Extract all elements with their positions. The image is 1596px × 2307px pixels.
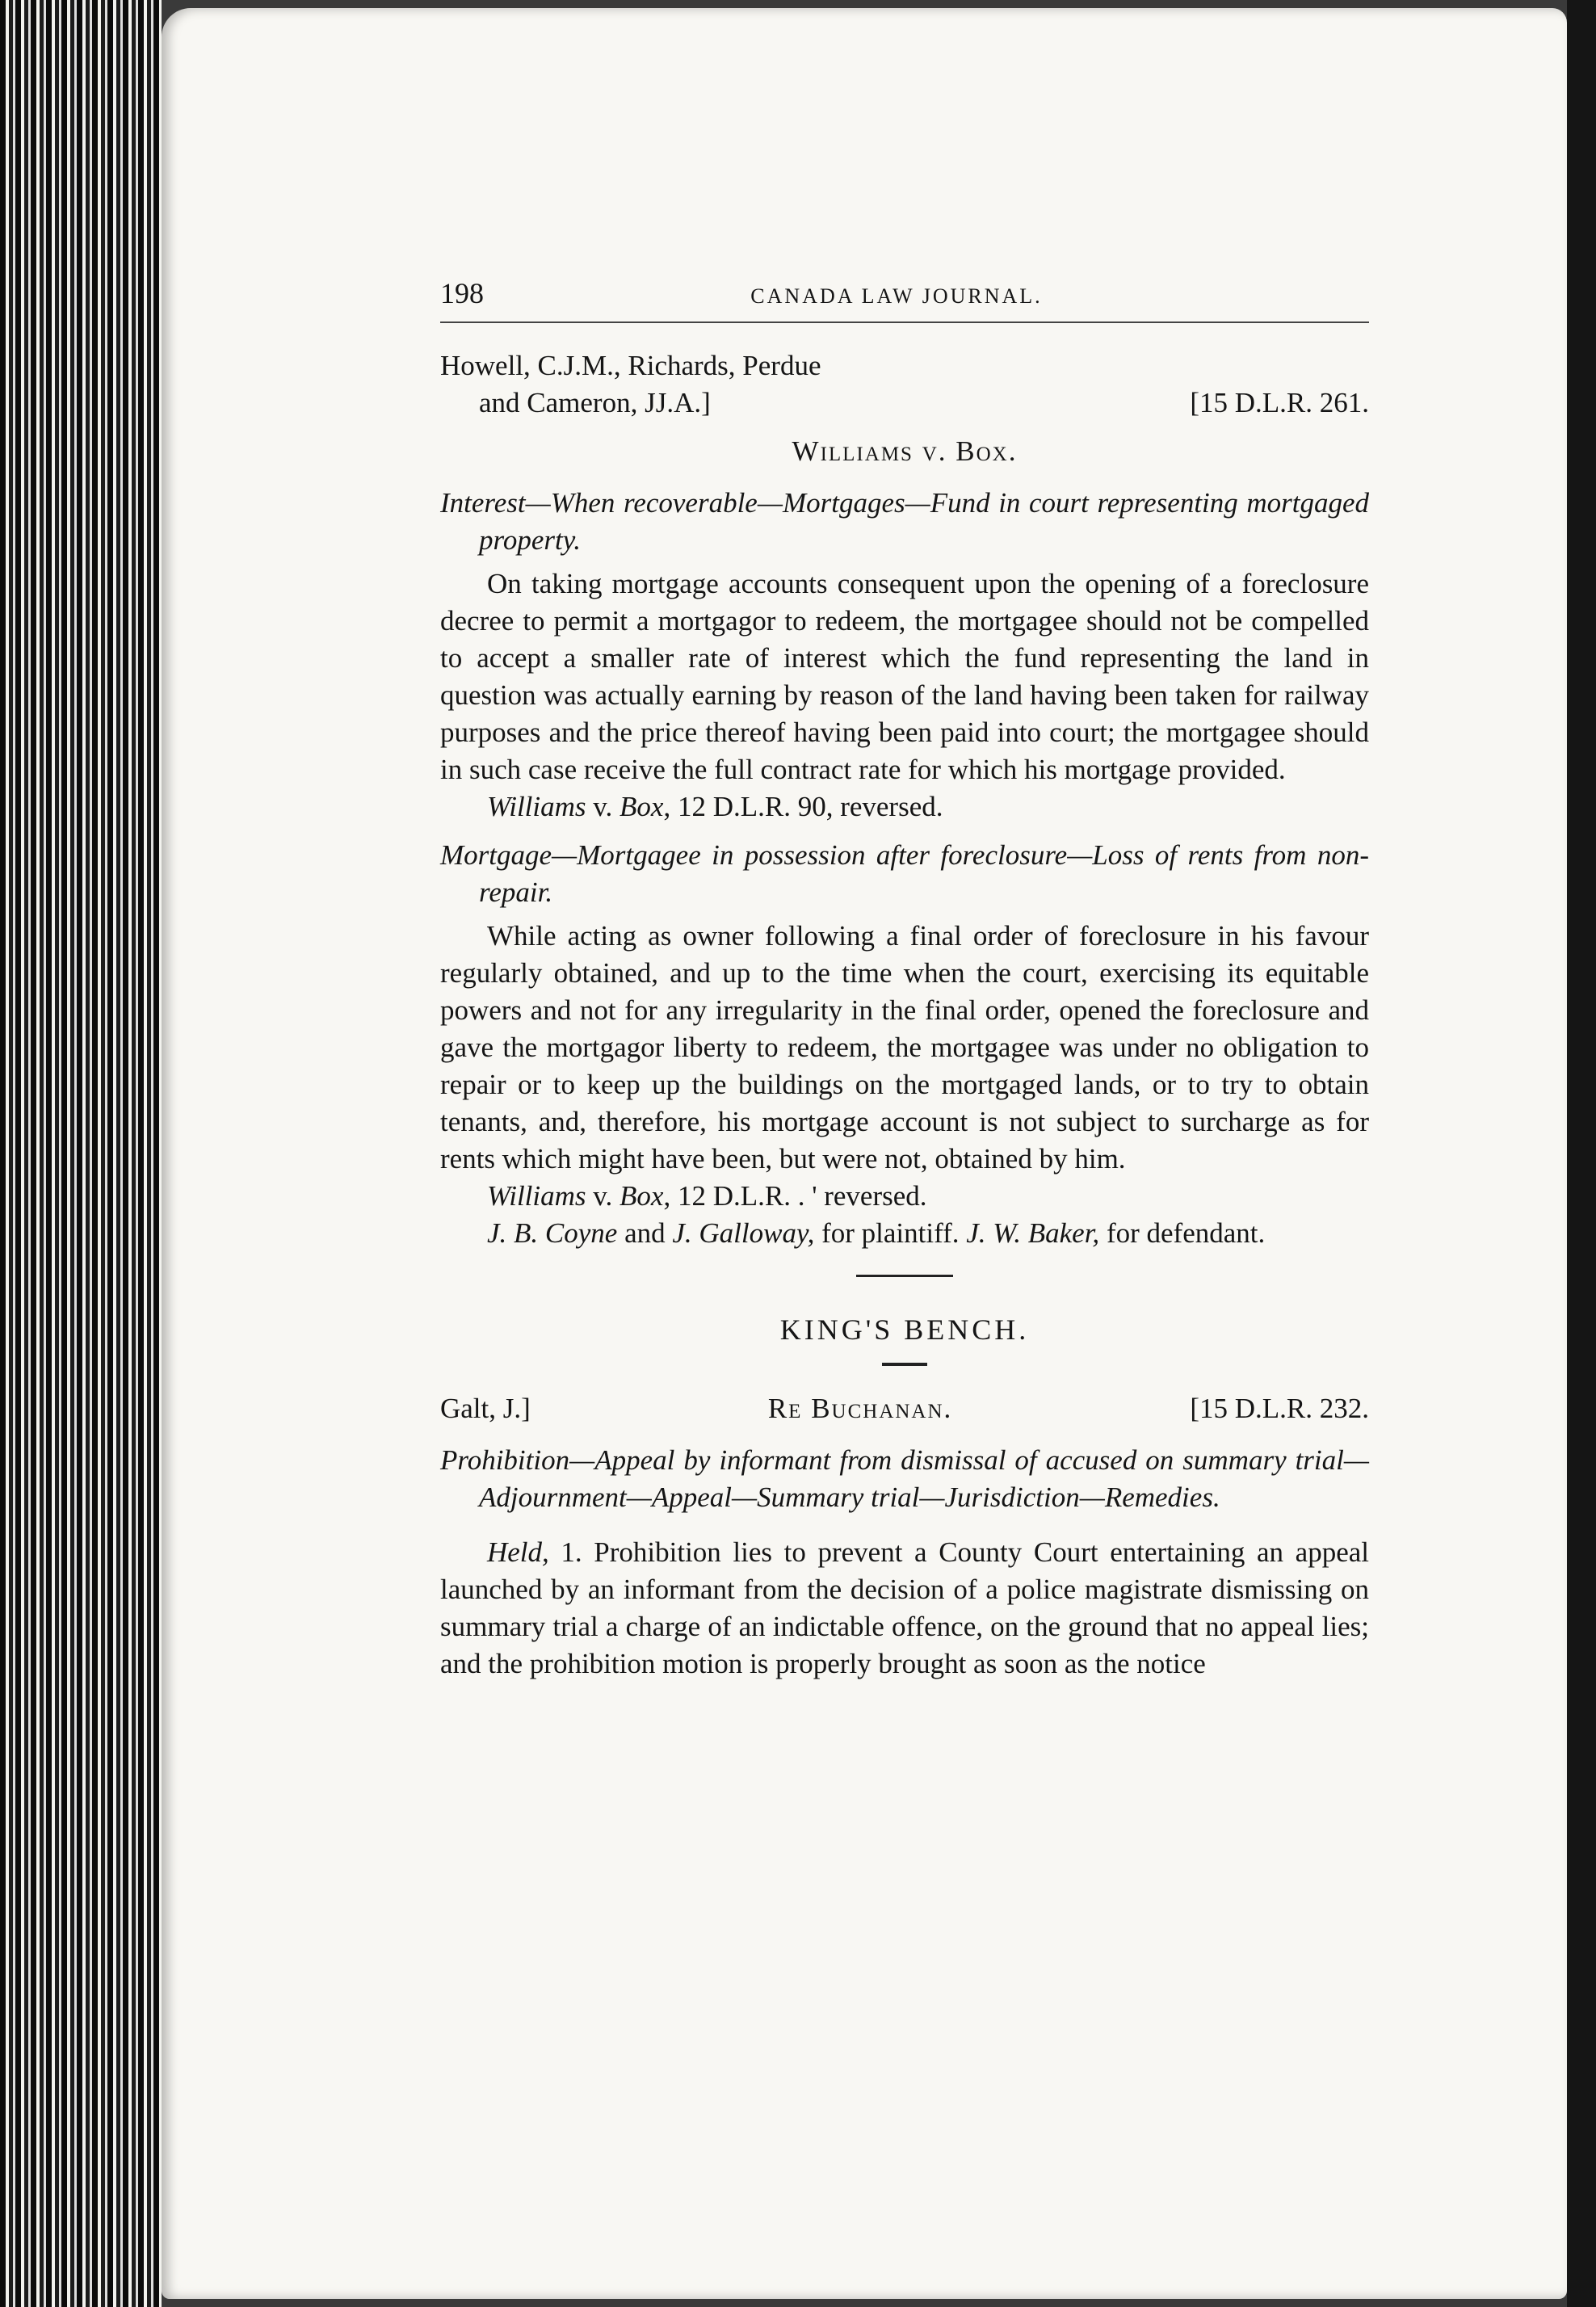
held-text: 1. Prohibition lies to prevent a County Court entertaining an appeal launched by an informant from the decision of a police magistrate dismissing on summary trial a charge of an indictable offence, on the ground that no appeal lies; and the prohibition motion is properly brought as soon as the notice — [440, 1536, 1369, 1679]
counsel-name-3: J. W. Baker, — [966, 1217, 1100, 1249]
case1-bench — [440, 347, 1369, 422]
case1-counsel — [440, 1215, 1369, 1252]
case1-paragraph-1: On taking mortgage accounts consequent upon the opening of a foreclosure decree to permit a mortgagor to redeem, the mortgagee should not be compelled to accept a smaller rate of interest which the fund representing the land in question was actually earning by reason of the land having been taken for railway purposes and the price thereof having been paid into court; the mortgagee should in such case receive the full contract rate for which his mortgage provided. — [440, 568, 1369, 785]
case1-bench-line1: Howell, C.J.M., Richards, Perdue — [440, 350, 821, 381]
case2-held — [440, 1534, 1369, 1683]
case2-judge: Galt, J.] — [440, 1393, 531, 1424]
citation2-v: v. — [586, 1180, 620, 1212]
case2-report-citation: [15 D.L.R. 232. — [1190, 1393, 1369, 1424]
held-label: Held, — [487, 1536, 549, 1568]
case1-headnote-2: Mortgage—Mortgagee in possession after foreclosure—Loss of rents from non-repair. — [440, 839, 1369, 908]
citation1-rest: , 12 D.L.R. 90, reversed. — [663, 791, 943, 822]
case1-citation-1 — [440, 788, 1369, 826]
case1-citation-2 — [440, 1178, 1369, 1215]
counsel-and: and — [617, 1217, 673, 1249]
citation2-rest: , 12 D.L.R. . ' reversed. — [663, 1180, 927, 1212]
counsel-for-2: for defendant. — [1099, 1217, 1266, 1249]
case1-paragraph-2: While acting as owner following a final order of foreclosure in his favour regularly obtained, and up to the time when the court, exercising its equitable powers and not for any irregularity in the final order, opened the foreclosure and gave the mortgagor liberty to redeem, the mortgagee was under no obligation to repair or to keep up the buildings on the mortgaged lands, or to try to obtain tenants, and, therefore, his mortgage account is not subject to surcharge as for rents which might have been, but were not, obtained by him. — [440, 920, 1369, 1175]
header-rule — [440, 321, 1369, 323]
counsel-for-1: for plaintiff. — [814, 1217, 967, 1249]
book-spine — [0, 0, 162, 2307]
case1-bench-line2: and Cameron, JJ.A.] — [479, 387, 711, 418]
case2-headnote: Prohibition—Appeal by informant from dismissal of accused on summary trial—Adjournment—Appeal—Summary trial—Jurisdiction—Remedies. — [440, 1444, 1369, 1513]
page-number: 198 — [440, 277, 484, 309]
citation2-name: Box — [620, 1180, 664, 1212]
counsel-name-1: J. B. Coyne — [487, 1217, 618, 1249]
section-divider — [856, 1275, 953, 1277]
case1-title: Williams v. Box. — [792, 435, 1018, 467]
citation1-name: Box — [620, 791, 664, 822]
case2-header — [440, 1390, 1369, 1427]
page-header — [440, 275, 1369, 317]
page-edge-shadow — [1567, 0, 1596, 2307]
running-title: CANADA LAW JOURNAL. — [750, 284, 1043, 308]
citation1-v: v. — [586, 791, 620, 822]
case1-headnote-1: Interest—When recoverable—Mortgages—Fund in court representing mortgaged property. — [440, 487, 1369, 556]
citation2-case: Williams — [487, 1180, 586, 1212]
case2-title: Re Buchanan. — [767, 1393, 953, 1424]
counsel-name-2: J. Galloway, — [672, 1217, 815, 1249]
case1-report-citation: [15 D.L.R. 261. — [1190, 387, 1369, 418]
court-heading-rule — [882, 1363, 927, 1366]
page-content — [440, 275, 1369, 1683]
citation1-case: Williams — [487, 791, 586, 822]
court-heading: KING'S BENCH. — [779, 1313, 1030, 1346]
